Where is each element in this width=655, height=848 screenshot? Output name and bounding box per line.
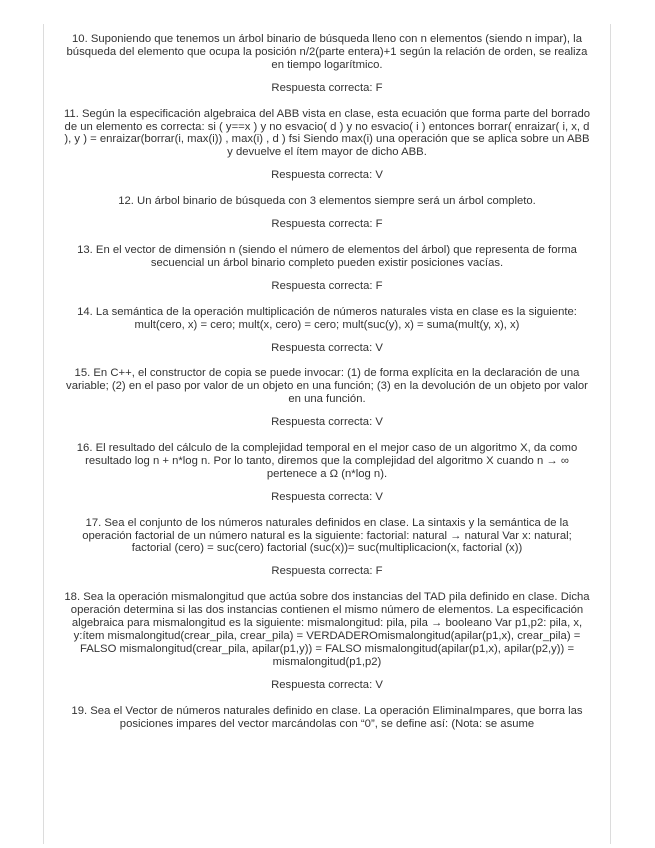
answer-11: Respuesta correcta: V <box>271 169 383 182</box>
answer-13: Respuesta correcta: F <box>271 279 383 292</box>
answer-15: Respuesta correcta: V <box>271 416 383 429</box>
answer-14: Respuesta correcta: V <box>271 341 383 354</box>
question-10: 10. Suponiendo que tenemos un árbol binario de búsqueda lleno con n elementos (siendo n impar), la búsqueda del elemento que ocupa la posición n/2(parte entera)+1 según la relación de orden, se realiza en tiempo logarítmico. <box>66 33 588 71</box>
question-12: 12. Un árbol binario de búsqueda con 3 elementos siempre será un árbol completo. <box>118 195 536 208</box>
answer-16: Respuesta correcta: V <box>271 490 383 503</box>
question-18: 18. Sea la operación mismalongitud que actúa sobre dos instancias del TAD pila definido en clase. Dicha operación determina si las dos instancias contienen el mismo número de elementos. La especificación algebraica para mismalongitud es la siguiente: mismalongitud: pila, pila → booleano Var p1,p2: pila, x, y:ítem mismalongitud(crear_pila, crear_pila) = VERDADEROmismalongitud(apilar(p1,x), crear_pila) = FALSO mismalongitud(crear_pila, apilar(p1,y)) = FALSO mismalongitud(apilar(p1,x), apilar(p2,y)) = mismalongitud(p1,p2) <box>64 591 590 668</box>
question-16: 16. El resultado del cálculo de la complejidad temporal en el mejor caso de un algoritmo X, da como resultado log n + n*log n. Por lo tanto, diremos que la complejidad del algoritmo X cuando n → ∞ pertenece a Ω (n*log n). <box>76 442 578 480</box>
answer-12: Respuesta correcta: F <box>271 218 383 231</box>
question-13: 13. En el vector de dimensión n (siendo el número de elementos del árbol) que representa de forma secuencial un árbol binario completo pueden existir posiciones vacías. <box>77 243 577 269</box>
answer-18: Respuesta correcta: V <box>271 678 383 691</box>
question-19: 19. Sea el Vector de números naturales definido en clase. La operación EliminaImpares, que borra las posiciones impares del vector marcándolas con “0”, se define así: (Nota: se asume <box>71 704 583 730</box>
question-17: 17. Sea el conjunto de los números naturales definidos en clase. La sintaxis y la semántica de la operación factorial de un número natural es la siguiente: factorial: natural → natural Var x: natural; factorial (cero) = suc(cero) factorial (suc(x))= suc(multiplicacion(x, factorial (x)) <box>82 516 572 555</box>
question-14: 14. La semántica de la operación multiplicación de números naturales vista en clase es la siguiente: mult(cero, x) = cero; mult(x, cero) = cero; mult(suc(y), x) = suma(mult(y, x), x) <box>77 305 577 331</box>
answer-17: Respuesta correcta: F <box>271 565 383 578</box>
question-11: 11. Según la especificación algebraica del ABB vista en clase, esta ecuación que forma parte del borrado de un elemento es correcta: si ( y==x ) y no esvacio( d ) y no esvacio( i ) entonces borrar( enraizar( i, x, d ), y ) = enraizar(borrar(i, max(i)) , max(i) , d ) fsi Siendo max(i) una operación que se aplica sobre un ABB y devuelve el ítem mayor de dicho ABB. <box>63 107 591 159</box>
question-15: 15. En C++, el constructor de copia se puede invocar: (1) de forma explícita en la declaración de una variable; (2) en el paso por valor de un objeto en una función; (3) en la devolución de un objeto por valor en una función. <box>66 367 588 406</box>
answer-10: Respuesta correcta: F <box>271 81 383 94</box>
document-content <box>44 24 610 730</box>
document-page <box>43 24 611 844</box>
